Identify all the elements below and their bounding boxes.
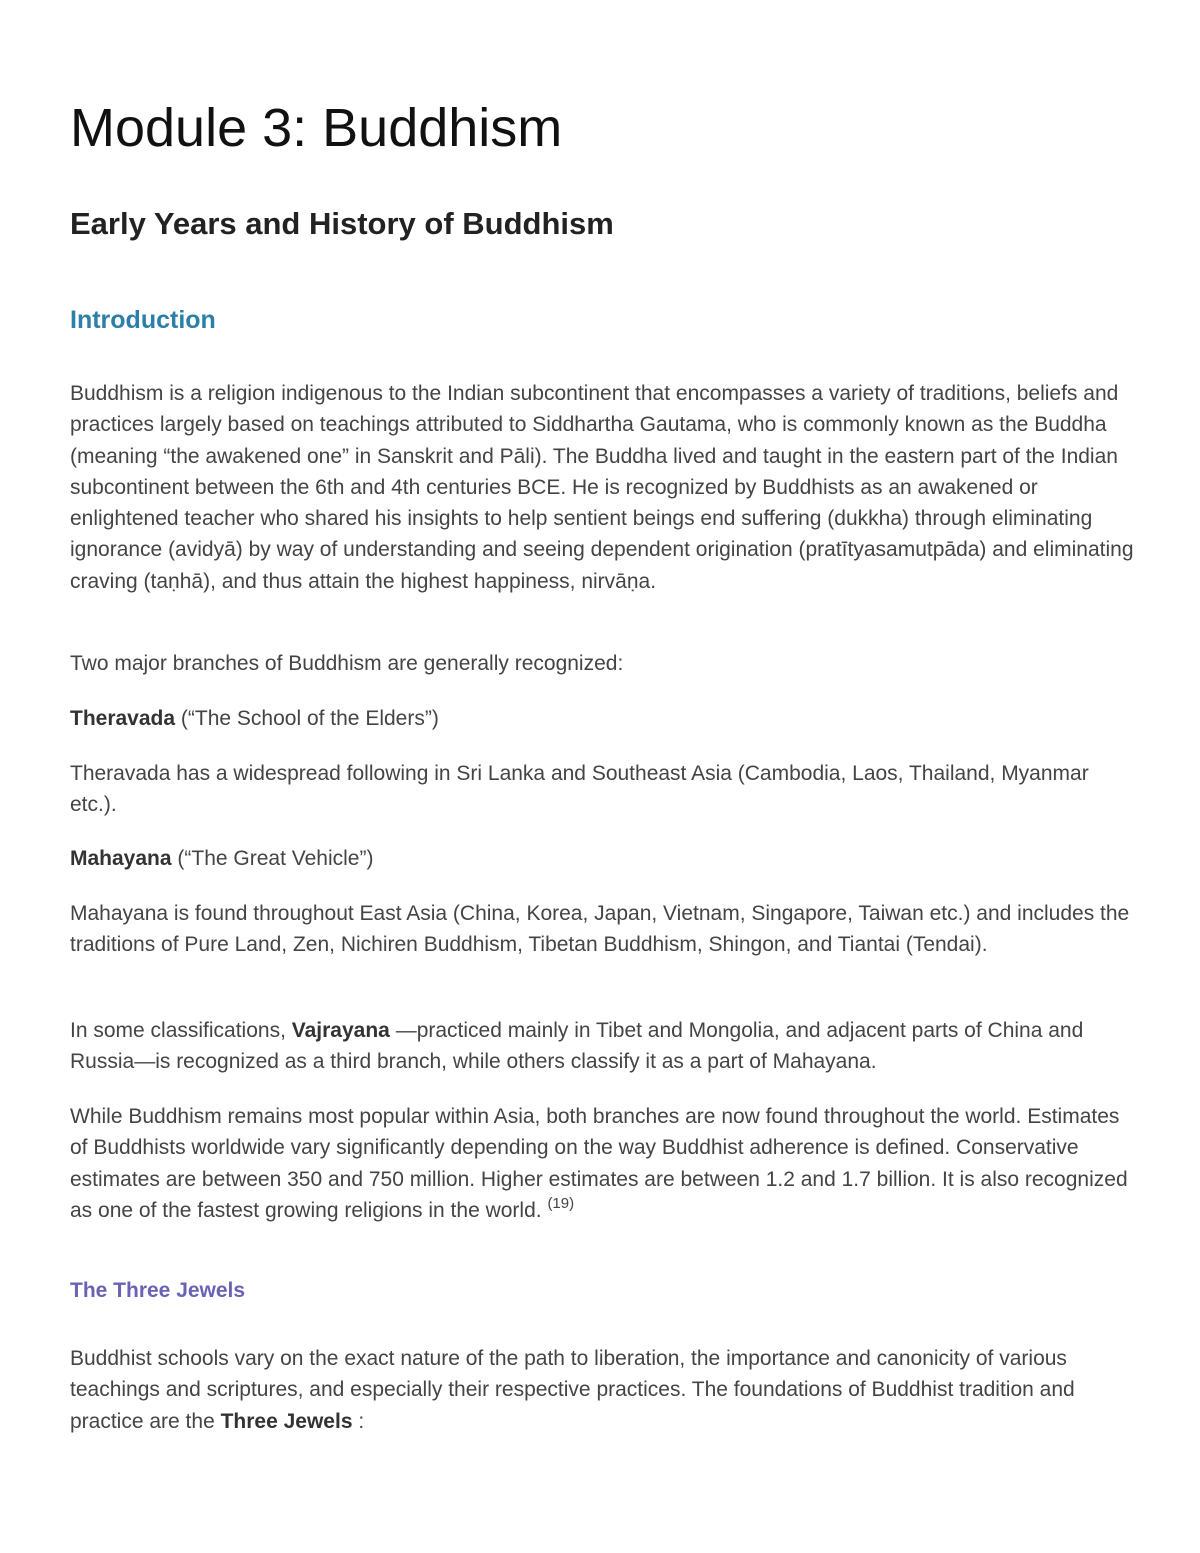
intro-paragraph: Buddhism is a religion indigenous to the Indian subcontinent that encompasses a variety of traditions, beliefs and practices largely based on teachings attributed to Siddhartha Gautama, who is commonly known as the Buddha (meaning “the awakened one” in Sanskrit and Pāli). The Buddha lived and taught in the eastern part of the Indian subcontinent between the 6th and 4th centuries BCE. He is recognized by Buddhists as an awakened or enlightened teacher who shared his insights to help sentient beings end suffering (dukkha) through eliminating ignorance (avidyā) by way of understanding and seeing dependent origination (pratītyasamutpāda) and eliminating craving (taṇhā), and thus attain the highest happiness, nirvāṇa. [70,382,1134,593]
citation-marker: (19) [547,1194,575,1212]
branches-intro: Two major branches of Buddhism are generally recognized: [70,652,624,675]
mahayana-gloss: (“The Great Vehicle”) [171,847,374,870]
vajrayana-name: Vajrayana [291,1019,390,1042]
theravada-description: Theravada has a widespread following in Sri Lanka and Southeast Asia (Cambodia, Laos, Thailand, Myanmar etc.). [70,762,1089,817]
section-heading-introduction: Introduction [70,306,216,334]
page-title: Module 3: Buddhism [70,98,563,158]
mahayana-description: Mahayana is found throughout East Asia (China, Korea, Japan, Vietnam, Singapore, Taiwan etc.) and includes the traditions of Pure Land, Zen, Nichiren Buddhism, Tibetan Buddhism, Shingon, and Tiantai (Tendai). [70,902,1130,957]
worldwide-paragraph [70,1101,1140,1226]
vajrayana-pre: In some classifications, [70,1019,292,1042]
three-jewels-post: : [352,1409,365,1433]
three-jewels-term: Three Jewels [220,1409,353,1433]
vajrayana-paragraph [70,1015,1140,1078]
page-subtitle: Early Years and History of Buddhism [70,206,614,241]
vajrayana-post: —practiced mainly in Tibet and Mongolia, and adjacent parts of China and Russia—is recognized as a third branch, while others classify it as a part of Mahayana. [70,1019,1084,1074]
mahayana-name: Mahayana [70,847,172,870]
mahayana-heading [70,843,1140,874]
section-heading-three-jewels: The Three Jewels [70,1279,246,1302]
three-jewels-paragraph [70,1343,1140,1437]
worldwide-text: While Buddhism remains most popular within Asia, both branches are now found throughout the world. Estimates of Buddhists worldwide vary significantly depending on the way Buddhist adherence is defined. Conservative estimates are between 350 and 750 million. Higher estimates are between 1.2 and 1.7 billion. It is also recognized as one of the fastest growing religions in the world. [70,1105,1128,1222]
theravada-name: Theravada [70,707,176,730]
theravada-heading [70,703,1140,734]
three-jewels-pre: Buddhist schools vary on the exact nature of the path to liberation, the importance and canonicity of various teachings and scriptures, and especially their respective practices. The foundations of Buddhist tradition and practice are the [70,1347,1075,1433]
theravada-gloss: (“The School of the Elders”) [175,707,439,730]
